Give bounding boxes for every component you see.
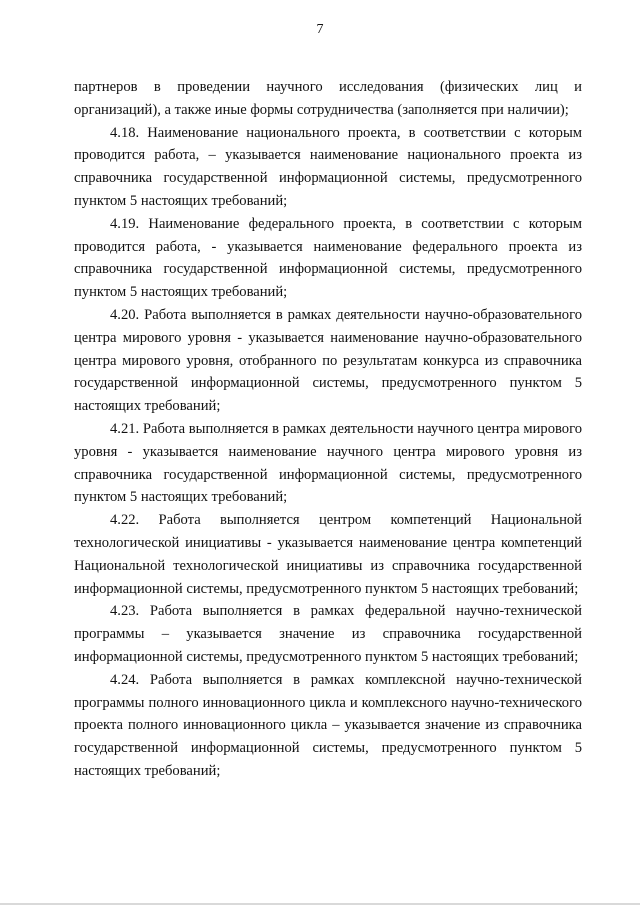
paragraph-continuation: партнеров в проведении научного исследования (физических лиц и организаций), а также иные формы сотрудничества (заполняется при наличии); — [74, 79, 582, 118]
paragraph-4-24: 4.24. Работа выполняется в рамках комплексной научно-технической программы полного инновационного цикла и комплексного научно-технического проекта полного инновационного цикла – указывается значение из справочника государственной информационной системы, предусмотренного пунктом 5 настоящих требований; — [74, 671, 582, 779]
paragraph-4-19: 4.19. Наименование федерального проекта, в соответствии с которым проводится работа, - указывается наименование федерального проекта из справочника государственной информационной системы, предусмотренного пунктом 5 настоящих требований; — [74, 215, 582, 301]
paragraph-4-21: 4.21. Работа выполняется в рамках деятельности научного центра мирового уровня - указывается наименование научного центра мирового уровня из справочника государственной информационной системы, предусмотренного пунктом 5 настоящих требований; — [74, 420, 582, 506]
page-number: 7 — [316, 22, 324, 37]
paragraph-4-18: 4.18. Наименование национального проекта, в соответствии с которым проводится работа, – указывается наименование национального проекта из справочника государственной информационной системы, предусмотренного пунктом 5 настоящих требований; — [74, 124, 582, 209]
paragraph-4-23: 4.23. Работа выполняется в рамках федеральной научно-технической программы – указывается значение из справочника государственной информационной системы, предусмотренного пунктом 5 настоящих требований; — [74, 603, 582, 665]
document-body — [74, 76, 582, 783]
paragraph-4-22: 4.22. Работа выполняется центром компетенций Национальной технологической инициативы - указывается наименование центра компетенций Национальной технологической инициативы из справочника государственной информационной системы, предусмотренного пунктом 5 настоящих требований; — [74, 512, 582, 597]
paragraph-4-20: 4.20. Работа выполняется в рамках деятельности научно-образовательного центра мирового уровня - указывается наименование научно-образовательного центра мирового уровня, отобранного по результатам конкурса из справочника государственной информационной системы, предусмотренного пунктом 5 настоящих требований; — [74, 306, 582, 415]
